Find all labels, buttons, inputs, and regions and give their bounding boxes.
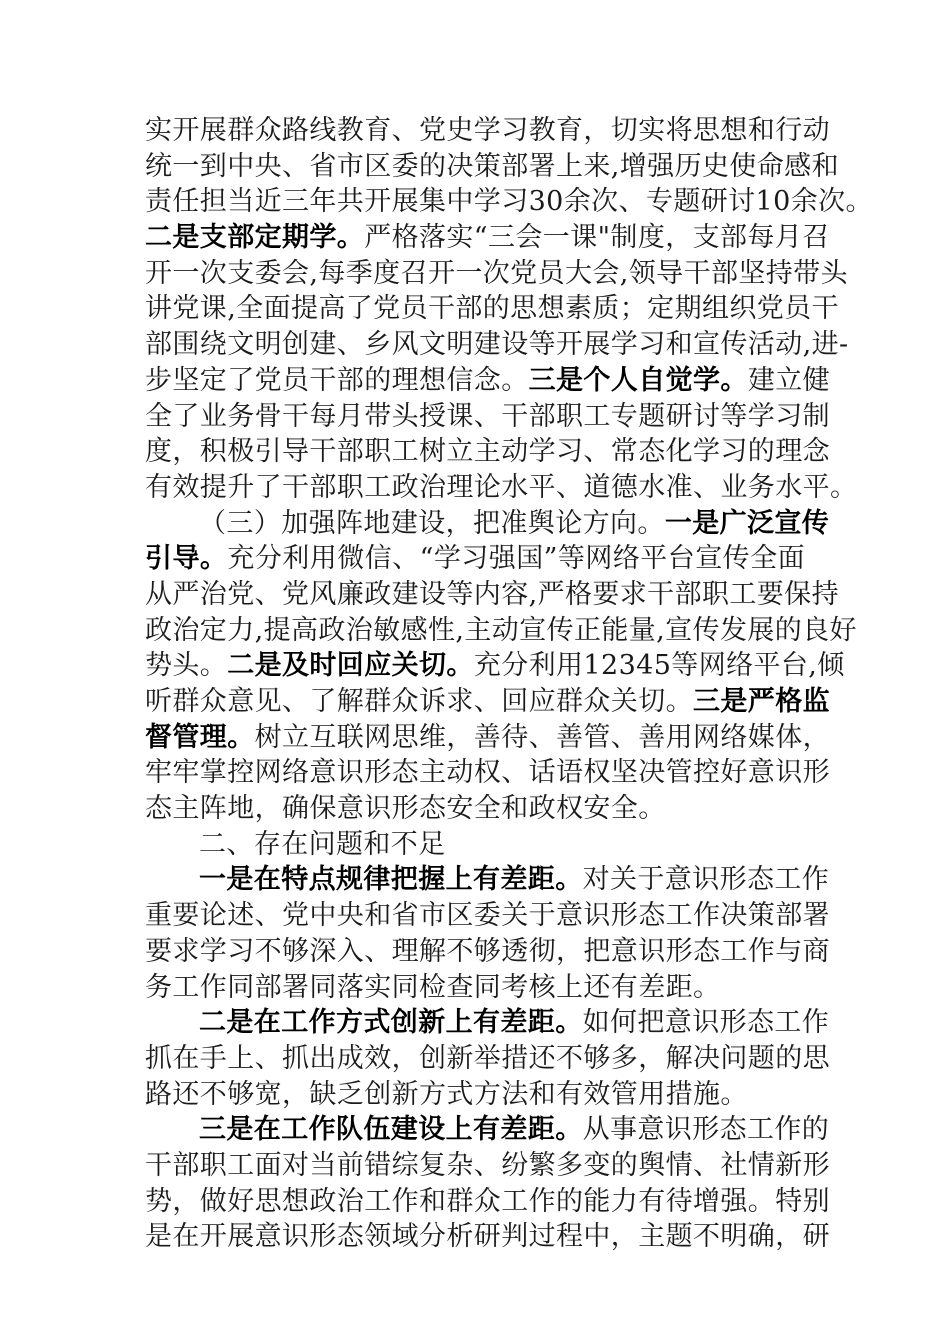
text-line: 统一到中央、省市区委的决策部署上来,增强历史使命感和 [145, 150, 839, 182]
text-line: 抓在手上、抓出成效，创新举措还不够多，解决问题的思 [145, 1042, 830, 1074]
text-line: 全了业务骨干每月带头授课、干部职工专题研讨等学习制 [145, 400, 830, 432]
text-line: 一是在特点规律把握上有差距。对关于意识形态工作 [199, 864, 830, 896]
text-line: 部围绕文明创建、乡风文明建设等开展学习和宣传活动,进- [145, 329, 849, 361]
text-line: 开一次支委会,每季度召开一次党员大会,领导干部坚持带头 [145, 257, 848, 289]
text-line: 是在开展意识形态领域分析研判过程中，主题不明确，研 [145, 1221, 830, 1253]
text-line: 路还不够宽，缺乏创新方式方法和有效管用措施。 [145, 1078, 748, 1110]
text-line: 务工作同部署同落实同检查同考核上还有差距。 [145, 971, 721, 1003]
text-line: 引导。充分利用微信、“学习强国”等网络平台宣传全面 [145, 543, 805, 575]
text-line: 牢牢掌控网络意识形态主动权、话语权坚决管控好意识形 [145, 757, 830, 789]
section-heading-line: （三）加强阵地建设，把准舆论方向。一是广泛宣传 [199, 507, 830, 539]
text-line: 有效提升了干部职工政治理论水平、道德水准、业务水平。 [145, 471, 858, 503]
text-line: 二是在工作方式创新上有差距。如何把意识形态工作 [199, 1007, 830, 1039]
text-line: 势头。二是及时回应关切。充分利用12345等网络平台,倾 [145, 650, 845, 682]
text-line: 听群众意见、了解群众诉求、回应群众关切。三是严格监 [145, 686, 830, 717]
text-line: 责任担当近三年共开展集中学习30余次、专题研讨10余次。 [145, 186, 873, 218]
document-page [145, 113, 873, 1255]
text-line: 从严治党、党风廉政建设等内容,严格要求干部职工要保持 [145, 578, 839, 610]
text-line: 干部职工面对当前错综复杂、纷繁多变的舆情、社情新形 [145, 1149, 830, 1181]
text-line: 要求学习不够深入、理解不够透彻，把意识形态工作与商 [145, 935, 830, 967]
text-line: 三是在工作队伍建设上有差距。从事意识形态工作的 [199, 1114, 830, 1146]
text-line: 重要论述、党中央和省市区委关于意识形态工作决策部署 [145, 900, 830, 932]
text-line: 实开展群众路线教育、党史学习教育，切实将思想和行动 [145, 115, 830, 146]
text-line: 二是支部定期学。严格落实“三会一课"制度，支部每月召 [145, 222, 830, 254]
text-line: 步坚定了党员干部的理想信念。三是个人自觉学。建立健 [145, 364, 831, 396]
text-line: 政治定力,提高政治敏感性,主动宣传正能量,宣传发展的良好 [145, 614, 857, 646]
section-heading: 二、存在问题和不足 [199, 828, 446, 860]
text-line: 度，积极引导干部职工树立主动学习、常态化学习的理念 [145, 436, 830, 468]
text-line: 势，做好思想政治工作和群众工作的能力有待增强。特别 [145, 1185, 830, 1217]
text-line: 讲党课,全面提高了党员干部的思想素质；定期组织党员干 [145, 293, 839, 325]
text-line: 态主阵地，确保意识形态安全和政权安全。 [145, 793, 666, 825]
text-line: 督管理。树立互联网思维，善待、善管、善用网络媒体， [145, 721, 831, 753]
